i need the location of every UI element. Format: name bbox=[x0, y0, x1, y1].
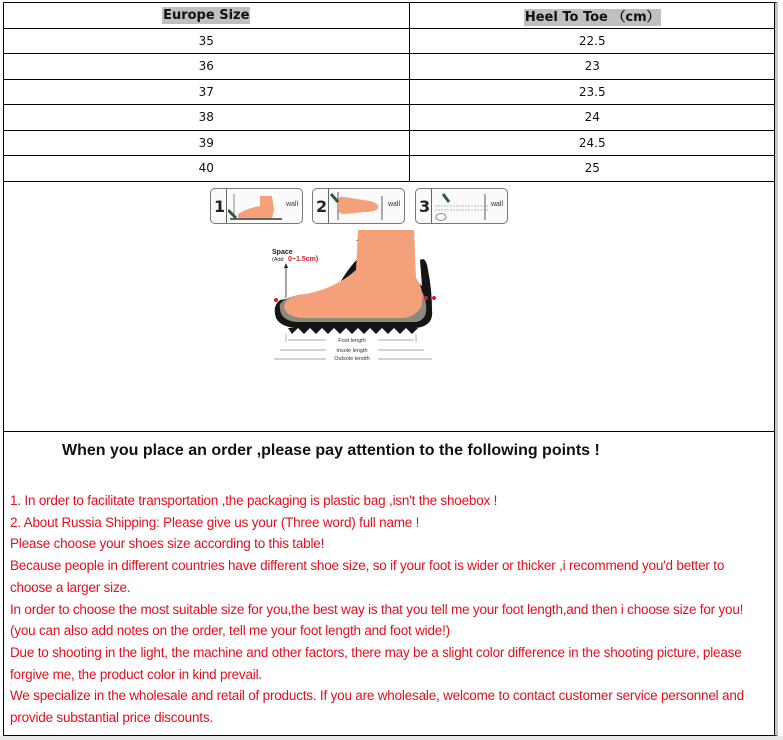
space-add-value: 0~1.5cm) bbox=[288, 256, 319, 263]
header-europe-size: Europe Size bbox=[4, 3, 409, 28]
cell-foot-length: 24.5 bbox=[409, 130, 775, 156]
table-row bbox=[4, 54, 775, 80]
notice-line: forgive me, the product color in kind prevail. bbox=[10, 666, 262, 682]
notice-lines bbox=[10, 490, 775, 729]
measure-steps bbox=[210, 188, 506, 226]
foot-top-icon bbox=[330, 192, 390, 222]
cell-foot-length: 23.5 bbox=[409, 79, 775, 105]
measure-step-3: 3 wall bbox=[415, 188, 508, 224]
table-header-row bbox=[4, 3, 775, 28]
step-divider bbox=[226, 189, 227, 223]
cell-foot-length: 25 bbox=[409, 156, 775, 182]
space-add-prefix: (Add bbox=[272, 257, 284, 263]
notice-title: When you place an order ,please pay attention to the following points ! bbox=[62, 442, 600, 459]
foot-length-label: Foot length bbox=[338, 338, 366, 344]
foot-side-icon bbox=[228, 192, 284, 222]
measure-step-2: 2 wall bbox=[312, 188, 405, 224]
notice-line: We specialize in the wholesale and retail of products. If you are wholesale, welcome to contact customer service personnel and bbox=[10, 688, 744, 704]
size-table bbox=[4, 3, 775, 182]
cell-foot-length: 22.5 bbox=[409, 28, 775, 54]
shoe-length-diagram bbox=[266, 230, 446, 360]
cell-eu-size: 35 bbox=[4, 28, 409, 54]
table-row bbox=[4, 105, 775, 131]
bottom-edge bbox=[0, 736, 783, 740]
notice-line: choose a larger size. bbox=[10, 579, 131, 595]
notice-line: (you can also add notes on the order, tell me your foot length and foot wide!) bbox=[10, 623, 450, 639]
notice-line: 2. About Russia Shipping: Please give us your (Three word) full name ! bbox=[10, 514, 420, 530]
insole-length-label: Insole length bbox=[336, 348, 368, 354]
table-row bbox=[4, 156, 775, 182]
notice-line: 1. In order to facilitate transportation ,the packaging is plastic bag ,isn't the shoebox ! bbox=[10, 493, 498, 508]
step-divider bbox=[328, 189, 329, 223]
step-divider bbox=[431, 189, 432, 223]
notice-line: In order to choose the most suitable size for you,the best way is that you tell me your foot length,and then i choose size for you! bbox=[10, 601, 744, 617]
outsole-length-label: Outsole length bbox=[334, 356, 370, 360]
table-row bbox=[4, 28, 775, 54]
cell-foot-length: 24 bbox=[409, 105, 775, 131]
cell-eu-size: 37 bbox=[4, 79, 409, 105]
notice-line: Due to shooting in the light, the machine and other factors, there may be a slight color difference in the shooting picture, please bbox=[10, 644, 742, 660]
table-row bbox=[4, 79, 775, 105]
cell-foot-length: 23 bbox=[409, 54, 775, 80]
cell-eu-size: 39 bbox=[4, 130, 409, 156]
table-row bbox=[4, 130, 775, 156]
measure-step-1: 1 wall bbox=[210, 188, 303, 224]
cell-eu-size: 36 bbox=[4, 54, 409, 80]
space-label: Space bbox=[272, 249, 293, 256]
cell-eu-size: 38 bbox=[4, 105, 409, 131]
header-heel-to-toe: Heel To Toe （cm） bbox=[409, 3, 775, 28]
ruler-icon bbox=[433, 192, 493, 222]
measurement-illustration bbox=[4, 180, 775, 432]
cell-eu-size: 40 bbox=[4, 156, 409, 182]
notice-line: Because people in different countries have different shoe size, so if your foot is wider or thicker ,i recommend you'd better to bbox=[10, 558, 725, 574]
notice-line: Please choose your shoes size according to this table! bbox=[10, 536, 325, 552]
notice-line: provide substantial price discounts. bbox=[10, 710, 213, 726]
size-chart-document bbox=[3, 2, 778, 736]
